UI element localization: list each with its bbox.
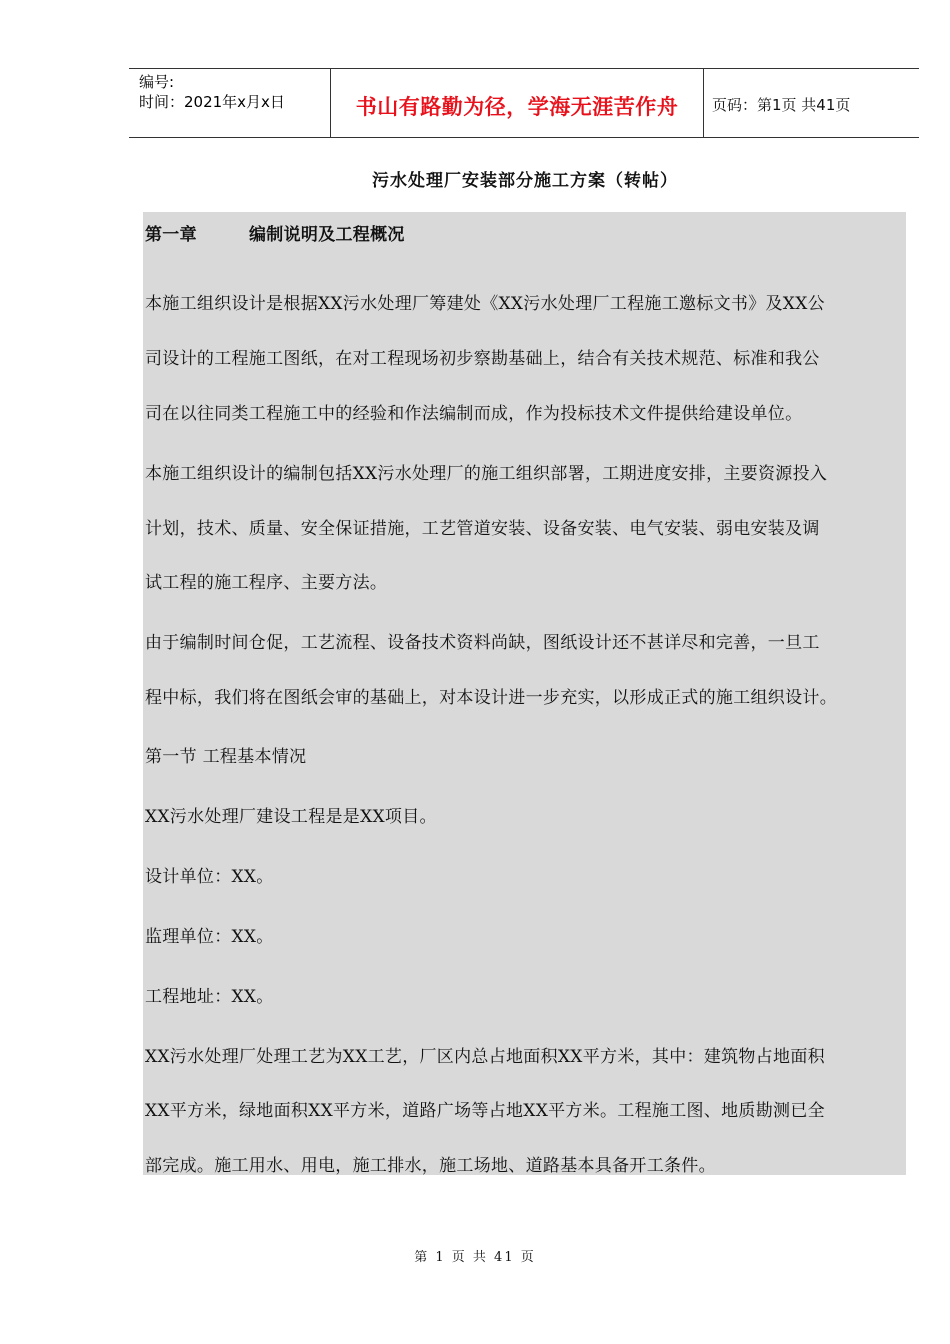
paragraph-line: 部完成。施工用水、用电，施工排水，施工场地、道路基本具备开工条件。 bbox=[145, 1156, 716, 1176]
paragraph-line: 司设计的工程施工图纸，在对工程现场初步察勘基础上，结合有关技术规范、标准和我公 bbox=[145, 349, 820, 369]
page-info: 页码：第1页 共41页 bbox=[712, 96, 851, 114]
paragraph-line: 监理单位：XX。 bbox=[145, 927, 274, 947]
paragraph-line: XX污水处理厂建设工程是是XX项目。 bbox=[145, 807, 437, 827]
paragraph-line: 设计单位：XX。 bbox=[145, 867, 274, 887]
paragraph-line: 工程地址：XX。 bbox=[145, 987, 274, 1007]
paragraph-line: 本施工组织设计是根据XX污水处理厂筹建处《XX污水处理厂工程施工邀标文书》及XX公 bbox=[145, 294, 825, 314]
motto: 书山有路勤为径，学海无涯苦作舟 bbox=[355, 95, 679, 119]
header-page-cell bbox=[704, 69, 919, 137]
document-header bbox=[129, 68, 919, 138]
paragraph-line: 程中标，我们将在图纸会审的基础上，对本设计进一步充实，以形成正式的施工组织设计。 bbox=[145, 688, 837, 708]
time-label: 时间：2021年x月x日 bbox=[139, 93, 285, 111]
content-block bbox=[143, 212, 906, 1175]
paragraph-line: 由于编制时间仓促，工艺流程、设备技术资料尚缺，图纸设计还不甚详尽和完善，一旦工 bbox=[145, 633, 820, 653]
number-label: 编号: bbox=[139, 73, 175, 91]
paragraph-line: 试工程的施工程序、主要方法。 bbox=[145, 573, 388, 593]
header-motto-cell bbox=[331, 69, 704, 137]
document-title: 污水处理厂安装部分施工方案（转帖） bbox=[372, 171, 678, 191]
chapter-number: 第一章 bbox=[145, 225, 197, 245]
paragraph-line: XX平方米，绿地面积XX平方米，道路广场等占地XX平方米。工程施工图、地质勘测已全 bbox=[145, 1101, 825, 1121]
chapter-title: 编制说明及工程概况 bbox=[249, 225, 405, 245]
page-footer: 第 1 页 共 41 页 bbox=[414, 1250, 536, 1265]
section-heading: 第一节 工程基本情况 bbox=[145, 747, 307, 767]
paragraph-line: 本施工组织设计的编制包括XX污水处理厂的施工组织部署，工期进度安排，主要资源投入 bbox=[145, 464, 828, 484]
paragraph-line: 司在以往同类工程施工中的经验和作法编制而成，作为投标技术文件提供给建设单位。 bbox=[145, 404, 803, 424]
header-meta-cell bbox=[129, 69, 331, 137]
paragraph-line: 计划，技术、质量、安全保证措施，工艺管道安装、设备安装、电气安装、弱电安装及调 bbox=[145, 519, 820, 539]
paragraph-line: XX污水处理厂处理工艺为XX工艺，厂区内总占地面积XX平方米，其中：建筑物占地面积 bbox=[145, 1047, 825, 1067]
chapter-heading bbox=[145, 220, 405, 245]
